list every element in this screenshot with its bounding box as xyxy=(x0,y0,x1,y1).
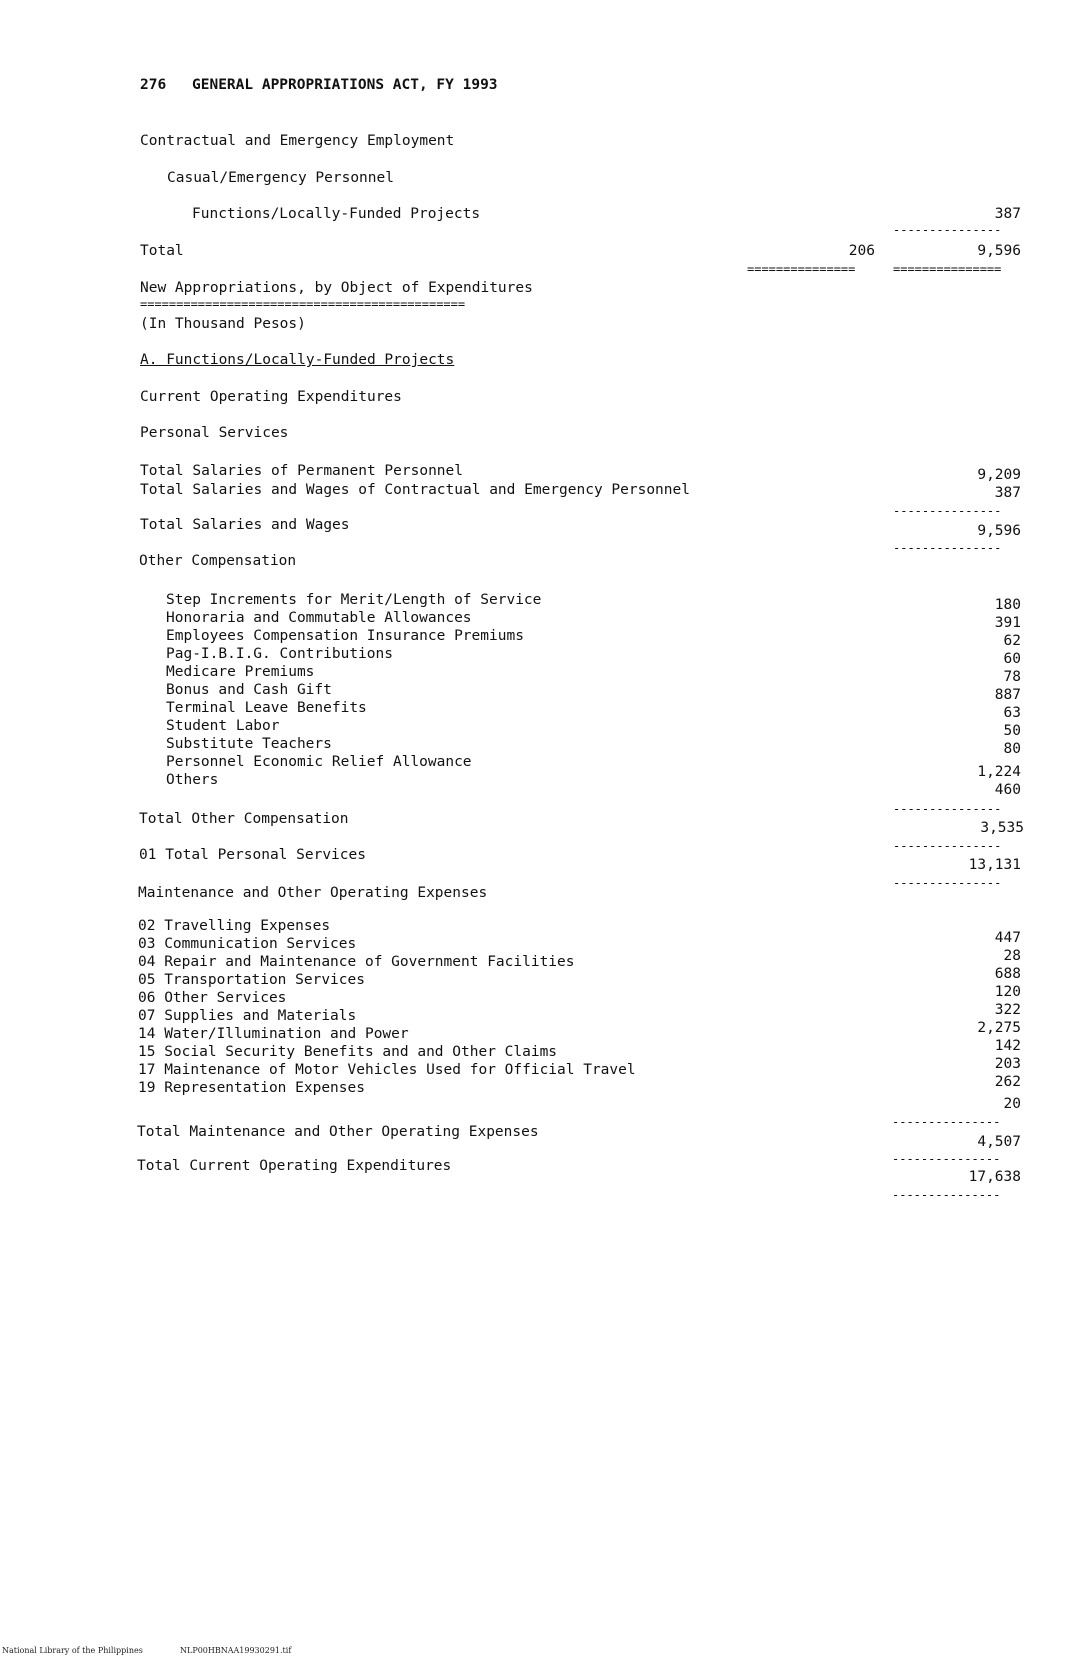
list-item-label: Others xyxy=(166,772,219,788)
list-item-value: 391 xyxy=(994,615,1021,631)
total-label: Total xyxy=(140,243,184,259)
single-rule: --------------- xyxy=(893,506,1002,516)
salaries-permanent-value: 9,209 xyxy=(977,467,1021,483)
current-operating-heading: Current Operating Expenditures xyxy=(140,389,402,405)
list-item-label: Honoraria and Commutable Allowances xyxy=(166,610,472,626)
list-item-value: 688 xyxy=(994,966,1021,982)
personal-services-heading: Personal Services xyxy=(140,425,289,441)
footer-library: National Library of the Philippines xyxy=(2,1646,143,1655)
other-compensation-total-value: 3,535 xyxy=(980,820,1024,836)
single-rule: --------------- xyxy=(892,1154,1001,1164)
list-item-label: Personnel Economic Relief Allowance xyxy=(166,754,472,770)
list-item-label: Substitute Teachers xyxy=(166,736,332,752)
list-item-value: 887 xyxy=(994,687,1021,703)
list-item-value: 60 xyxy=(1003,651,1021,667)
footer-file: NLP00HBNAA19930291.tif xyxy=(180,1646,292,1655)
page-header-title: GENERAL APPROPRIATIONS ACT, FY 1993 xyxy=(192,77,498,93)
list-item-label: 19 Representation Expenses xyxy=(138,1080,365,1096)
list-item-label: 14 Water/Illumination and Power xyxy=(138,1026,409,1042)
list-item-value: 80 xyxy=(1003,741,1021,757)
mooe-heading: Maintenance and Other Operating Expenses xyxy=(138,885,488,901)
list-item-label: Employees Compensation Insurance Premiums xyxy=(166,628,524,644)
list-item-value: 180 xyxy=(994,597,1021,613)
single-rule: --------------- xyxy=(892,1190,1001,1200)
list-item-label: 15 Social Security Benefits and and Other Claims xyxy=(138,1044,558,1060)
list-item-label: 04 Repair and Maintenance of Government Facilities xyxy=(138,954,575,970)
mooe-total-label: Total Maintenance and Other Operating Expenses xyxy=(137,1124,539,1140)
list-item-value: 460 xyxy=(994,782,1021,798)
list-item-value: 63 xyxy=(1003,705,1021,721)
total-col2-value: 9,596 xyxy=(977,243,1021,259)
list-item-label: 17 Maintenance of Motor Vehicles Used for Official Travel xyxy=(138,1062,636,1078)
list-item-value: 447 xyxy=(994,930,1021,946)
section-heading: A. Functions/Locally-Funded Projects xyxy=(140,352,455,368)
other-compensation-heading: Other Compensation xyxy=(139,553,297,569)
list-item-label: Pag-I.B.I.G. Contributions xyxy=(166,646,393,662)
single-rule: --------------- xyxy=(893,543,1002,553)
current-operating-total-value: 17,638 xyxy=(968,1169,1021,1185)
list-item-label: 03 Communication Services xyxy=(138,936,357,952)
list-item-value: 142 xyxy=(994,1038,1021,1054)
personal-services-total-value: 13,131 xyxy=(968,857,1021,873)
list-item-label: 02 Travelling Expenses xyxy=(138,918,331,934)
list-item-value: 28 xyxy=(1003,948,1021,964)
list-item-value: 20 xyxy=(1003,1096,1021,1112)
salaries-contractual-label: Total Salaries and Wages of Contractual and Emergency Personnel xyxy=(140,482,690,498)
personal-services-total-label: 01 Total Personal Services xyxy=(139,847,366,863)
list-item-value: 262 xyxy=(994,1074,1021,1090)
list-item-value: 322 xyxy=(994,1002,1021,1018)
heading-double-rule: ============================================= xyxy=(140,299,466,309)
list-item-label: 06 Other Services xyxy=(138,990,287,1006)
salaries-permanent-label: Total Salaries of Permanent Personnel xyxy=(140,463,464,479)
casual-heading: Casual/Emergency Personnel xyxy=(167,170,394,186)
new-appropriations-heading: New Appropriations, by Object of Expenditures xyxy=(140,280,533,296)
salaries-total-value: 9,596 xyxy=(977,523,1021,539)
list-item-label: Terminal Leave Benefits xyxy=(166,700,367,716)
single-rule: --------------- xyxy=(893,841,1002,851)
list-item-value: 50 xyxy=(1003,723,1021,739)
single-rule: --------------- xyxy=(892,1117,1001,1127)
list-item-value: 1,224 xyxy=(977,764,1021,780)
single-rule: --------------- xyxy=(893,804,1002,814)
list-item-label: Bonus and Cash Gift xyxy=(166,682,332,698)
list-item-value: 78 xyxy=(1003,669,1021,685)
other-compensation-total-label: Total Other Compensation xyxy=(139,811,349,827)
contractual-heading: Contractual and Emergency Employment xyxy=(140,133,455,149)
functions-item-value: 387 xyxy=(994,206,1021,222)
double-rule: =============== xyxy=(747,264,856,274)
mooe-total-value: 4,507 xyxy=(977,1134,1021,1150)
list-item-label: 05 Transportation Services xyxy=(138,972,365,988)
single-rule: --------------- xyxy=(893,225,1002,235)
list-item-label: 07 Supplies and Materials xyxy=(138,1008,357,1024)
list-item-value: 62 xyxy=(1003,633,1021,649)
double-rule: =============== xyxy=(893,264,1002,274)
single-rule: --------------- xyxy=(893,878,1002,888)
total-col1-value: 206 xyxy=(848,243,875,259)
salaries-contractual-value: 387 xyxy=(994,485,1021,501)
list-item-value: 203 xyxy=(994,1056,1021,1072)
functions-item-label: Functions/Locally-Funded Projects xyxy=(192,206,481,222)
current-operating-total-label: Total Current Operating Expenditures xyxy=(137,1158,452,1174)
unit-note: (In Thousand Pesos) xyxy=(140,316,306,332)
page-number: 276 xyxy=(140,77,167,93)
list-item-value: 2,275 xyxy=(977,1020,1021,1036)
list-item-value: 120 xyxy=(994,984,1021,1000)
salaries-total-label: Total Salaries and Wages xyxy=(140,517,350,533)
list-item-label: Step Increments for Merit/Length of Service xyxy=(166,592,542,608)
list-item-label: Student Labor xyxy=(166,718,280,734)
list-item-label: Medicare Premiums xyxy=(166,664,315,680)
